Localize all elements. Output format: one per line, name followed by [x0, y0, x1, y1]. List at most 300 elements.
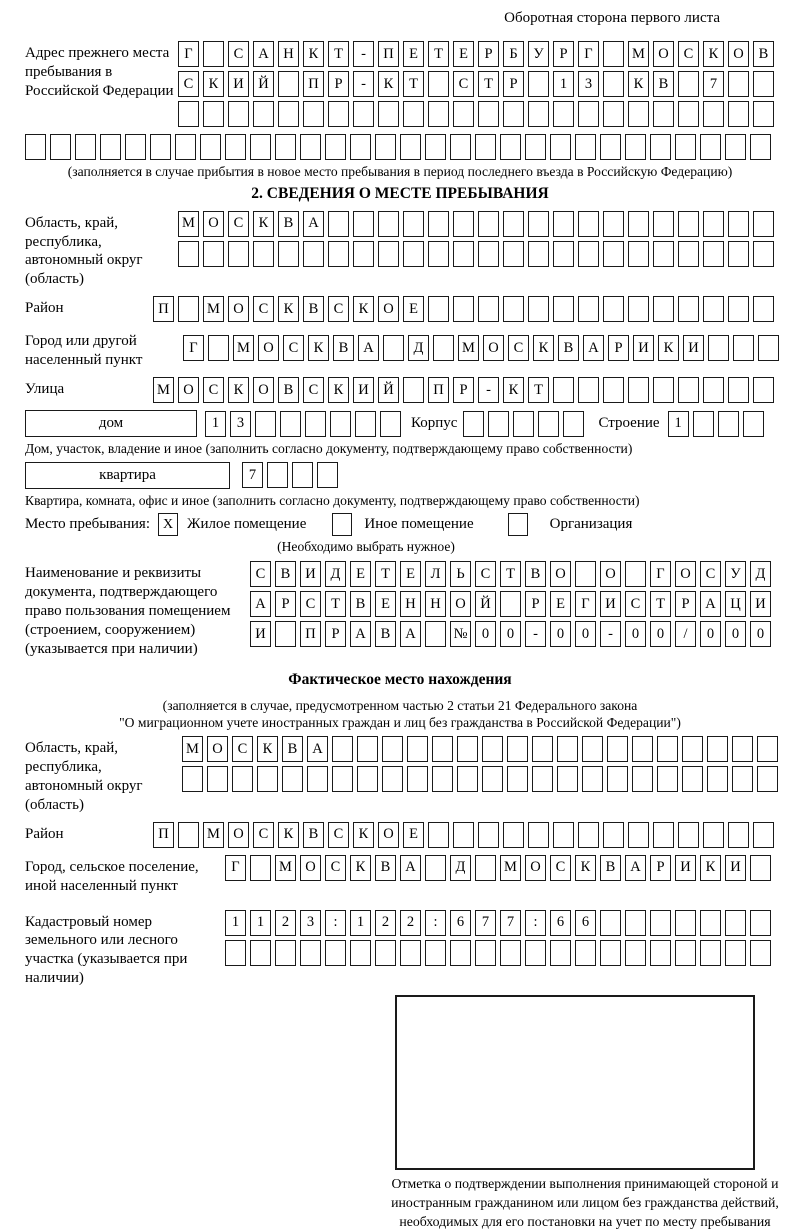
char-cell[interactable]: К — [253, 211, 274, 237]
char-cell[interactable] — [693, 411, 714, 437]
char-cell[interactable] — [328, 241, 349, 267]
char-cell[interactable]: Ц — [725, 591, 746, 617]
char-cell[interactable]: К — [328, 377, 349, 403]
char-cell[interactable] — [303, 241, 324, 267]
char-cell[interactable] — [607, 766, 628, 792]
char-cell[interactable] — [375, 940, 396, 966]
char-cell[interactable] — [178, 241, 199, 267]
char-cell[interactable] — [300, 940, 321, 966]
char-cell[interactable]: С — [250, 561, 271, 587]
char-cell[interactable]: Р — [650, 855, 671, 881]
char-cell[interactable]: О — [600, 561, 621, 587]
char-cell[interactable] — [425, 940, 446, 966]
char-cell[interactable]: С — [678, 41, 699, 67]
char-cell[interactable]: В — [278, 211, 299, 237]
char-cell[interactable]: А — [358, 335, 379, 361]
char-cell[interactable]: Р — [675, 591, 696, 617]
char-cell[interactable]: П — [153, 296, 174, 322]
char-cell[interactable]: - — [525, 621, 546, 647]
char-cell[interactable] — [253, 101, 274, 127]
char-cell[interactable]: А — [583, 335, 604, 361]
char-cell[interactable]: В — [350, 591, 371, 617]
char-cell[interactable] — [528, 101, 549, 127]
char-cell[interactable]: С — [475, 561, 496, 587]
char-cell[interactable] — [700, 910, 721, 936]
char-cell[interactable] — [275, 940, 296, 966]
char-cell[interactable]: 0 — [550, 621, 571, 647]
char-cell[interactable] — [753, 241, 774, 267]
char-cell[interactable]: Г — [183, 335, 204, 361]
char-cell[interactable]: 0 — [500, 621, 521, 647]
char-cell[interactable] — [600, 910, 621, 936]
char-cell[interactable] — [178, 296, 199, 322]
char-cell[interactable]: А — [700, 591, 721, 617]
char-cell[interactable] — [292, 462, 313, 488]
char-cell[interactable] — [703, 101, 724, 127]
char-cell[interactable]: Н — [400, 591, 421, 617]
char-cell[interactable] — [743, 411, 764, 437]
char-cell[interactable]: С — [283, 335, 304, 361]
char-cell[interactable]: К — [308, 335, 329, 361]
char-cell[interactable]: О — [525, 855, 546, 881]
char-cell[interactable] — [682, 766, 703, 792]
char-cell[interactable] — [453, 211, 474, 237]
char-cell[interactable] — [553, 822, 574, 848]
char-cell[interactable] — [628, 822, 649, 848]
char-cell[interactable] — [257, 766, 278, 792]
char-cell[interactable]: К — [353, 296, 374, 322]
char-cell[interactable]: Г — [650, 561, 671, 587]
char-cell[interactable] — [200, 134, 221, 160]
char-cell[interactable]: Й — [253, 71, 274, 97]
char-cell[interactable] — [463, 411, 484, 437]
char-cell[interactable] — [400, 134, 421, 160]
char-cell[interactable] — [353, 241, 374, 267]
char-cell[interactable]: В — [275, 561, 296, 587]
char-cell[interactable] — [603, 71, 624, 97]
char-cell[interactable]: Д — [325, 561, 346, 587]
char-cell[interactable] — [25, 134, 46, 160]
char-cell[interactable] — [578, 211, 599, 237]
char-cell[interactable]: О — [550, 561, 571, 587]
char-cell[interactable] — [603, 41, 624, 67]
char-cell[interactable] — [528, 296, 549, 322]
char-cell[interactable] — [325, 134, 346, 160]
char-cell[interactable]: Н — [425, 591, 446, 617]
char-cell[interactable]: С — [178, 71, 199, 97]
char-cell[interactable]: 7 — [242, 462, 263, 488]
char-cell[interactable] — [632, 766, 653, 792]
apartment-type-box[interactable]: квартира — [25, 462, 230, 489]
char-cell[interactable]: : — [325, 910, 346, 936]
char-cell[interactable] — [208, 335, 229, 361]
char-cell[interactable] — [383, 335, 404, 361]
char-cell[interactable]: М — [182, 736, 203, 762]
char-cell[interactable]: - — [353, 41, 374, 67]
char-cell[interactable] — [528, 211, 549, 237]
char-cell[interactable] — [328, 211, 349, 237]
char-cell[interactable] — [628, 296, 649, 322]
char-cell[interactable]: 6 — [550, 910, 571, 936]
char-cell[interactable] — [600, 940, 621, 966]
char-cell[interactable]: О — [258, 335, 279, 361]
char-cell[interactable]: С — [550, 855, 571, 881]
char-cell[interactable] — [182, 766, 203, 792]
char-cell[interactable]: / — [675, 621, 696, 647]
char-cell[interactable] — [228, 241, 249, 267]
char-cell[interactable] — [175, 134, 196, 160]
char-cell[interactable]: О — [228, 822, 249, 848]
char-cell[interactable]: О — [483, 335, 504, 361]
char-cell[interactable]: 2 — [275, 910, 296, 936]
char-cell[interactable] — [357, 736, 378, 762]
char-cell[interactable]: Т — [403, 71, 424, 97]
char-cell[interactable] — [428, 71, 449, 97]
char-cell[interactable]: О — [253, 377, 274, 403]
char-cell[interactable]: О — [178, 377, 199, 403]
char-cell[interactable] — [625, 134, 646, 160]
char-cell[interactable]: Е — [453, 41, 474, 67]
char-cell[interactable] — [650, 910, 671, 936]
char-cell[interactable] — [253, 241, 274, 267]
char-cell[interactable]: 6 — [575, 910, 596, 936]
char-cell[interactable] — [628, 101, 649, 127]
char-cell[interactable] — [718, 411, 739, 437]
char-cell[interactable] — [603, 377, 624, 403]
char-cell[interactable] — [678, 377, 699, 403]
char-cell[interactable]: 2 — [400, 910, 421, 936]
char-cell[interactable] — [350, 940, 371, 966]
char-cell[interactable] — [532, 766, 553, 792]
char-cell[interactable]: И — [228, 71, 249, 97]
char-cell[interactable]: М — [500, 855, 521, 881]
char-cell[interactable]: К — [503, 377, 524, 403]
char-cell[interactable] — [503, 211, 524, 237]
house-type-box[interactable]: дом — [25, 410, 197, 437]
char-cell[interactable] — [700, 940, 721, 966]
char-cell[interactable] — [708, 335, 729, 361]
char-cell[interactable]: А — [625, 855, 646, 881]
residential-checkbox[interactable]: X — [158, 513, 178, 536]
char-cell[interactable]: С — [328, 296, 349, 322]
char-cell[interactable] — [478, 101, 499, 127]
char-cell[interactable] — [632, 736, 653, 762]
char-cell[interactable] — [225, 940, 246, 966]
char-cell[interactable]: 1 — [205, 411, 226, 437]
char-cell[interactable] — [332, 736, 353, 762]
char-cell[interactable] — [728, 822, 749, 848]
char-cell[interactable]: О — [378, 822, 399, 848]
char-cell[interactable] — [305, 411, 326, 437]
char-cell[interactable] — [457, 766, 478, 792]
char-cell[interactable] — [475, 855, 496, 881]
char-cell[interactable] — [500, 591, 521, 617]
char-cell[interactable] — [380, 411, 401, 437]
char-cell[interactable]: - — [353, 71, 374, 97]
char-cell[interactable] — [303, 101, 324, 127]
char-cell[interactable] — [503, 101, 524, 127]
char-cell[interactable] — [280, 411, 301, 437]
char-cell[interactable]: М — [203, 296, 224, 322]
char-cell[interactable] — [267, 462, 288, 488]
char-cell[interactable] — [355, 411, 376, 437]
char-cell[interactable]: О — [450, 591, 471, 617]
char-cell[interactable] — [750, 940, 771, 966]
char-cell[interactable]: В — [303, 822, 324, 848]
char-cell[interactable]: О — [378, 296, 399, 322]
char-cell[interactable] — [625, 940, 646, 966]
char-cell[interactable] — [538, 411, 559, 437]
char-cell[interactable] — [503, 241, 524, 267]
char-cell[interactable] — [378, 101, 399, 127]
char-cell[interactable]: К — [628, 71, 649, 97]
char-cell[interactable] — [553, 241, 574, 267]
char-cell[interactable] — [600, 134, 621, 160]
char-cell[interactable]: О — [228, 296, 249, 322]
char-cell[interactable]: 1 — [225, 910, 246, 936]
char-cell[interactable]: М — [153, 377, 174, 403]
char-cell[interactable]: Р — [275, 591, 296, 617]
char-cell[interactable] — [325, 940, 346, 966]
char-cell[interactable]: О — [300, 855, 321, 881]
char-cell[interactable]: Т — [375, 561, 396, 587]
char-cell[interactable] — [653, 296, 674, 322]
char-cell[interactable] — [478, 211, 499, 237]
char-cell[interactable] — [125, 134, 146, 160]
char-cell[interactable]: Р — [453, 377, 474, 403]
char-cell[interactable] — [728, 241, 749, 267]
char-cell[interactable]: Н — [278, 41, 299, 67]
char-cell[interactable]: С — [303, 377, 324, 403]
char-cell[interactable]: В — [600, 855, 621, 881]
char-cell[interactable]: В — [753, 41, 774, 67]
char-cell[interactable] — [653, 822, 674, 848]
char-cell[interactable]: 0 — [625, 621, 646, 647]
char-cell[interactable]: В — [375, 621, 396, 647]
char-cell[interactable]: 6 — [450, 910, 471, 936]
char-cell[interactable]: М — [233, 335, 254, 361]
char-cell[interactable] — [400, 940, 421, 966]
char-cell[interactable] — [382, 736, 403, 762]
char-cell[interactable]: У — [725, 561, 746, 587]
char-cell[interactable]: 0 — [750, 621, 771, 647]
char-cell[interactable]: С — [300, 591, 321, 617]
char-cell[interactable] — [528, 822, 549, 848]
char-cell[interactable]: С — [228, 211, 249, 237]
char-cell[interactable]: Р — [478, 41, 499, 67]
char-cell[interactable] — [282, 766, 303, 792]
char-cell[interactable]: Й — [378, 377, 399, 403]
char-cell[interactable] — [582, 766, 603, 792]
char-cell[interactable]: П — [303, 71, 324, 97]
char-cell[interactable] — [450, 940, 471, 966]
char-cell[interactable]: К — [700, 855, 721, 881]
char-cell[interactable] — [657, 766, 678, 792]
char-cell[interactable]: 7 — [475, 910, 496, 936]
char-cell[interactable] — [578, 101, 599, 127]
char-cell[interactable]: Т — [328, 41, 349, 67]
char-cell[interactable] — [628, 377, 649, 403]
char-cell[interactable] — [650, 134, 671, 160]
char-cell[interactable] — [232, 766, 253, 792]
char-cell[interactable]: В — [333, 335, 354, 361]
char-cell[interactable]: Р — [328, 71, 349, 97]
char-cell[interactable]: Т — [478, 71, 499, 97]
char-cell[interactable] — [382, 766, 403, 792]
char-cell[interactable]: У — [528, 41, 549, 67]
char-cell[interactable] — [425, 621, 446, 647]
char-cell[interactable] — [625, 910, 646, 936]
char-cell[interactable]: Г — [225, 855, 246, 881]
char-cell[interactable] — [603, 241, 624, 267]
char-cell[interactable] — [728, 211, 749, 237]
char-cell[interactable]: М — [275, 855, 296, 881]
char-cell[interactable]: 0 — [475, 621, 496, 647]
char-cell[interactable] — [317, 462, 338, 488]
char-cell[interactable] — [475, 134, 496, 160]
char-cell[interactable] — [425, 134, 446, 160]
char-cell[interactable]: Р — [553, 41, 574, 67]
char-cell[interactable]: К — [228, 377, 249, 403]
char-cell[interactable] — [603, 211, 624, 237]
char-cell[interactable] — [75, 134, 96, 160]
char-cell[interactable] — [628, 241, 649, 267]
char-cell[interactable]: А — [303, 211, 324, 237]
char-cell[interactable] — [453, 296, 474, 322]
char-cell[interactable]: И — [683, 335, 704, 361]
char-cell[interactable]: И — [353, 377, 374, 403]
char-cell[interactable]: Т — [325, 591, 346, 617]
char-cell[interactable] — [603, 822, 624, 848]
char-cell[interactable]: О — [728, 41, 749, 67]
char-cell[interactable]: В — [558, 335, 579, 361]
char-cell[interactable] — [675, 940, 696, 966]
char-cell[interactable]: Е — [403, 822, 424, 848]
char-cell[interactable] — [678, 211, 699, 237]
char-cell[interactable]: К — [575, 855, 596, 881]
char-cell[interactable] — [750, 910, 771, 936]
char-cell[interactable] — [453, 101, 474, 127]
char-cell[interactable]: 1 — [553, 71, 574, 97]
char-cell[interactable] — [425, 855, 446, 881]
char-cell[interactable]: С — [453, 71, 474, 97]
char-cell[interactable] — [378, 211, 399, 237]
char-cell[interactable]: 0 — [650, 621, 671, 647]
char-cell[interactable] — [525, 940, 546, 966]
char-cell[interactable] — [203, 101, 224, 127]
char-cell[interactable] — [207, 766, 228, 792]
char-cell[interactable] — [275, 621, 296, 647]
char-cell[interactable] — [753, 296, 774, 322]
char-cell[interactable]: Г — [578, 41, 599, 67]
char-cell[interactable]: С — [228, 41, 249, 67]
char-cell[interactable] — [453, 822, 474, 848]
char-cell[interactable] — [432, 736, 453, 762]
char-cell[interactable]: Е — [400, 561, 421, 587]
char-cell[interactable]: К — [703, 41, 724, 67]
char-cell[interactable] — [575, 940, 596, 966]
char-cell[interactable] — [653, 241, 674, 267]
char-cell[interactable]: К — [303, 41, 324, 67]
char-cell[interactable]: 3 — [230, 411, 251, 437]
char-cell[interactable] — [278, 101, 299, 127]
char-cell[interactable] — [353, 211, 374, 237]
char-cell[interactable] — [407, 736, 428, 762]
char-cell[interactable] — [328, 101, 349, 127]
char-cell[interactable]: 3 — [300, 910, 321, 936]
char-cell[interactable]: О — [207, 736, 228, 762]
char-cell[interactable] — [750, 134, 771, 160]
char-cell[interactable] — [403, 101, 424, 127]
char-cell[interactable]: Е — [403, 296, 424, 322]
char-cell[interactable] — [758, 335, 779, 361]
char-cell[interactable]: С — [328, 822, 349, 848]
char-cell[interactable]: О — [653, 41, 674, 67]
char-cell[interactable]: В — [653, 71, 674, 97]
char-cell[interactable] — [753, 822, 774, 848]
char-cell[interactable] — [728, 377, 749, 403]
char-cell[interactable]: М — [628, 41, 649, 67]
char-cell[interactable] — [478, 296, 499, 322]
char-cell[interactable] — [350, 134, 371, 160]
char-cell[interactable] — [482, 736, 503, 762]
char-cell[interactable] — [428, 241, 449, 267]
char-cell[interactable] — [250, 855, 271, 881]
char-cell[interactable] — [255, 411, 276, 437]
char-cell[interactable]: И — [250, 621, 271, 647]
char-cell[interactable] — [475, 940, 496, 966]
char-cell[interactable]: 0 — [725, 621, 746, 647]
char-cell[interactable]: С — [508, 335, 529, 361]
char-cell[interactable]: Л — [425, 561, 446, 587]
char-cell[interactable] — [532, 736, 553, 762]
char-cell[interactable]: Т — [500, 561, 521, 587]
char-cell[interactable] — [330, 411, 351, 437]
char-cell[interactable]: Е — [375, 591, 396, 617]
char-cell[interactable]: К — [203, 71, 224, 97]
char-cell[interactable] — [557, 766, 578, 792]
char-cell[interactable]: Е — [350, 561, 371, 587]
char-cell[interactable]: П — [378, 41, 399, 67]
char-cell[interactable]: : — [525, 910, 546, 936]
char-cell[interactable]: Б — [503, 41, 524, 67]
char-cell[interactable]: И — [725, 855, 746, 881]
char-cell[interactable] — [653, 377, 674, 403]
char-cell[interactable] — [50, 134, 71, 160]
char-cell[interactable] — [578, 296, 599, 322]
char-cell[interactable]: : — [425, 910, 446, 936]
char-cell[interactable] — [603, 296, 624, 322]
char-cell[interactable]: И — [675, 855, 696, 881]
char-cell[interactable] — [732, 736, 753, 762]
char-cell[interactable] — [753, 71, 774, 97]
char-cell[interactable] — [550, 134, 571, 160]
char-cell[interactable] — [357, 766, 378, 792]
char-cell[interactable]: - — [478, 377, 499, 403]
char-cell[interactable] — [203, 41, 224, 67]
char-cell[interactable] — [625, 561, 646, 587]
char-cell[interactable] — [653, 211, 674, 237]
char-cell[interactable] — [650, 940, 671, 966]
char-cell[interactable]: С — [203, 377, 224, 403]
char-cell[interactable] — [375, 134, 396, 160]
char-cell[interactable] — [450, 134, 471, 160]
char-cell[interactable] — [728, 296, 749, 322]
char-cell[interactable]: К — [350, 855, 371, 881]
char-cell[interactable]: Р — [608, 335, 629, 361]
char-cell[interactable] — [678, 296, 699, 322]
char-cell[interactable]: В — [525, 561, 546, 587]
